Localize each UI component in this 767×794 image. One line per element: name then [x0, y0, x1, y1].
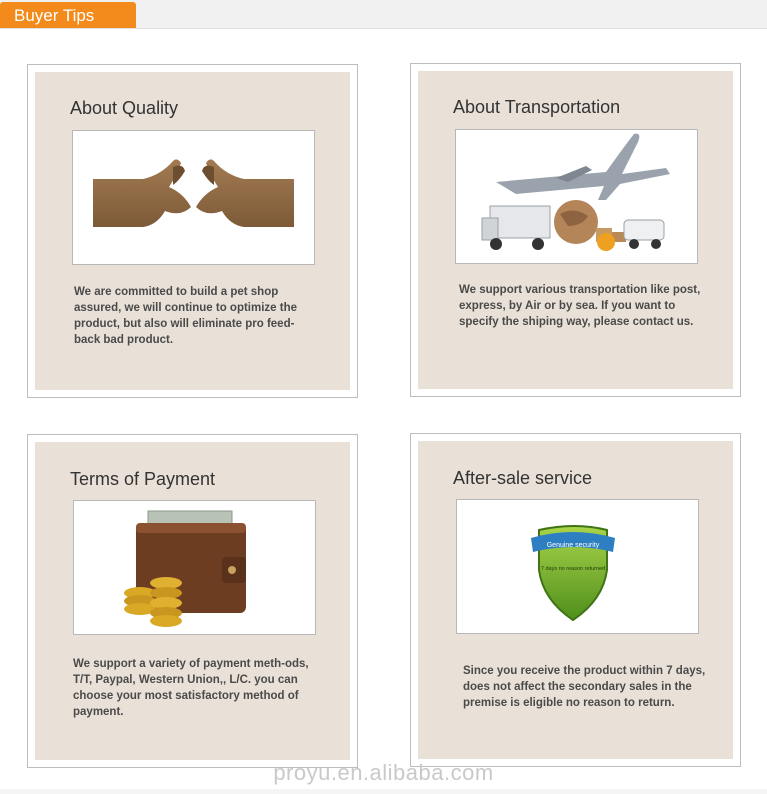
card-image [72, 130, 315, 265]
card-title: About Transportation [453, 97, 621, 117]
card-image [456, 499, 699, 634]
card-title: About Quality [70, 98, 179, 118]
header-bar [0, 0, 767, 29]
shield-ribbon-text: Genuine security [546, 542, 600, 549]
shield-text: 7 days no reason returned [540, 566, 606, 572]
card-description: We support a variety of payment meth-ods, T/T, Paypal, Western Union,, L/C. you can choose your most satisfactory method of payment. [73, 658, 309, 718]
card-description: We are committed to build a pet shop assured, we will continue to optimize the product, but also will eliminate pro feed-back bad product. [74, 286, 298, 346]
hands-icon [73, 131, 314, 264]
card-panel [35, 442, 350, 760]
transport-icon [456, 130, 697, 263]
card-title: After-sale service [453, 468, 593, 488]
bottom-divider [0, 789, 767, 794]
card-description: We support various transportation like post, express, by Air or by sea. If you want to specify the shiping way, please contact us. [459, 284, 701, 328]
card-panel [418, 71, 733, 389]
watermark: proyu.en.alibaba.com [273, 760, 494, 785]
card-description: Since you receive the product within 7 days, does not affect the secondary sales in the premise is eligible no reason to return. [463, 665, 706, 709]
card-image [73, 500, 316, 635]
card-title: Terms of Payment [70, 469, 216, 489]
card-terms-of-payment [27, 434, 358, 768]
card-about-quality [27, 64, 358, 398]
card-after-sale-service [410, 433, 741, 767]
card-about-transportation [410, 63, 741, 397]
tab-label: Buyer Tips [14, 6, 95, 25]
card-image [455, 129, 698, 264]
wallet-coins-icon [74, 501, 315, 634]
card-panel [35, 72, 350, 390]
card-panel [418, 441, 733, 759]
shield-icon [457, 500, 698, 633]
tab-buyer-tips[interactable] [0, 2, 136, 28]
